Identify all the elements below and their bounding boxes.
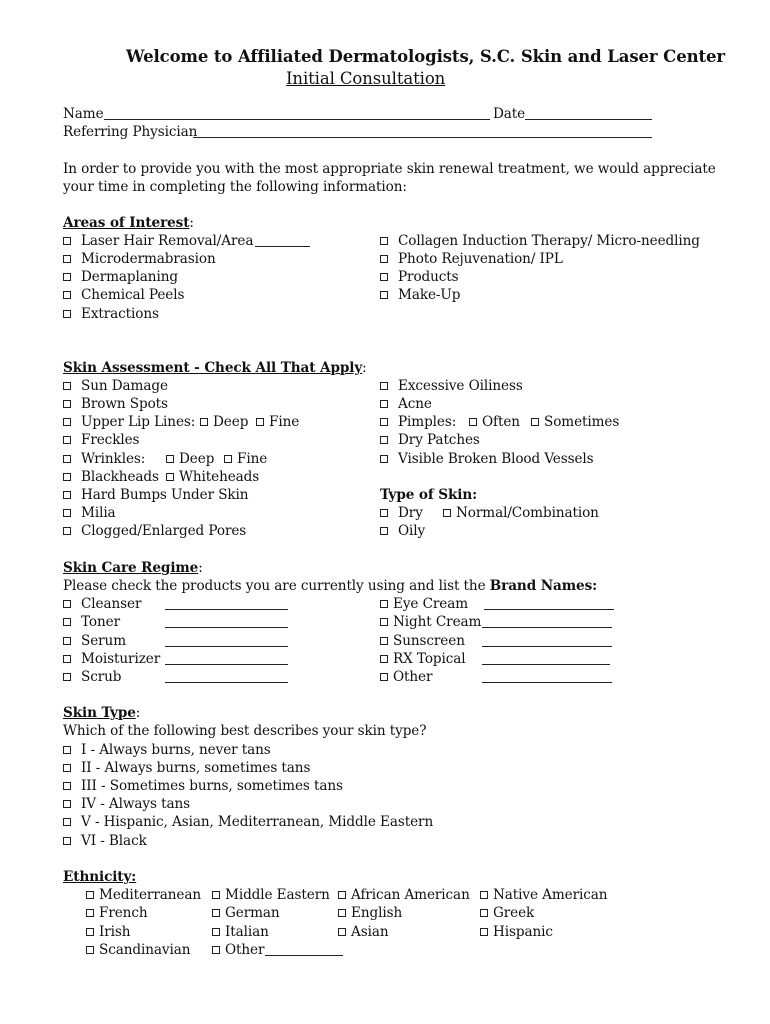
eth-english[interactable]: English [338,904,402,922]
other-brand-field[interactable] [482,682,612,683]
regime-cleanser[interactable]: Cleanser [63,595,141,613]
wrinkles-fine[interactable]: Fine [224,450,267,468]
eth-other[interactable]: Other [212,941,264,959]
area-laser-hair[interactable]: Laser Hair Removal/Area [63,232,253,250]
regime-scrub[interactable]: Scrub [63,668,121,686]
eth-african-american[interactable]: African American [338,886,470,904]
skin-type-iii[interactable]: III - Sometimes burns, sometimes tans [63,777,343,795]
referring-physician-field[interactable] [193,137,652,138]
name-label: Name [63,106,104,122]
assess-hard-bumps[interactable]: Hard Bumps Under Skin [63,486,248,504]
eth-german[interactable]: German [212,904,280,922]
serum-brand-field[interactable] [165,646,288,647]
upper-lip-fine[interactable]: Fine [256,413,299,431]
eth-hispanic[interactable]: Hispanic [480,923,553,941]
skin-type-vi[interactable]: VI - Black [63,832,147,850]
assess-freckles[interactable]: Freckles [63,431,139,449]
skin-type-heading: Skin Type: [63,705,141,721]
upper-lip-deep[interactable]: Deep [200,413,248,431]
assess-oiliness[interactable]: Excessive Oiliness [380,377,523,395]
assess-upper-lip[interactable]: Upper Lip Lines: [63,413,195,431]
laser-area-field[interactable] [255,246,310,247]
eth-irish[interactable]: Irish [86,923,130,941]
night-cream-brand-field[interactable] [482,627,612,628]
area-photo-rejuvenation[interactable]: Photo Rejuvenation/ IPL [380,250,563,268]
regime-toner[interactable]: Toner [63,613,120,631]
date-field[interactable] [525,119,652,120]
form-title: Welcome to Affiliated Dermatologists, S.C. Skin and Laser Center [126,47,726,66]
assess-brown-spots[interactable]: Brown Spots [63,395,168,413]
eth-asian[interactable]: Asian [338,923,389,941]
skin-oily[interactable]: Oily [380,522,425,540]
area-products[interactable]: Products [380,268,459,286]
skin-dry[interactable]: Dry [380,504,423,522]
eth-native-american[interactable]: Native American [480,886,607,904]
assess-acne[interactable]: Acne [380,395,432,413]
assess-pimples[interactable]: Pimples: [380,413,456,431]
name-field[interactable] [104,119,490,120]
regime-eye-cream[interactable]: Eye Cream [380,595,468,613]
skin-type-question: Which of the following best describes your skin type? [63,723,427,739]
eth-middle-eastern[interactable]: Middle Eastern [212,886,330,904]
area-dermaplaning[interactable]: Dermaplaning [63,268,178,286]
skin-type-ii[interactable]: II - Always burns, sometimes tans [63,759,310,777]
assess-whiteheads[interactable]: Whiteheads [166,468,259,486]
eth-scandinavian[interactable]: Scandinavian [86,941,190,959]
skin-type-iv[interactable]: IV - Always tans [63,795,190,813]
area-microdermabrasion[interactable]: Microdermabrasion [63,250,216,268]
type-of-skin-heading: Type of Skin: [380,487,478,503]
pimples-often[interactable]: Often [469,413,520,431]
pimples-sometimes[interactable]: Sometimes [531,413,619,431]
regime-sunscreen[interactable]: Sunscreen [380,632,465,650]
assess-blackheads[interactable]: Blackheads [63,468,159,486]
regime-rx-topical[interactable]: RX Topical [380,650,466,668]
date-label: Date [493,106,526,122]
cleanser-brand-field[interactable] [165,609,288,610]
skin-type-i[interactable]: I - Always burns, never tans [63,741,271,759]
regime-night-cream[interactable]: Night Cream [380,613,481,631]
assess-wrinkles[interactable]: Wrinkles: [63,450,145,468]
intro-line-1: In order to provide you with the most appropriate skin renewal treatment, we would appreciate [63,161,716,177]
skin-normal-combination[interactable]: Normal/Combination [443,504,599,522]
eth-italian[interactable]: Italian [212,923,269,941]
assess-broken-vessels[interactable]: Visible Broken Blood Vessels [380,450,594,468]
ethnicity-heading: Ethnicity: [63,869,137,885]
wrinkles-deep[interactable]: Deep [166,450,214,468]
assess-sun-damage[interactable]: Sun Damage [63,377,168,395]
regime-serum[interactable]: Serum [63,632,126,650]
eye-cream-brand-field[interactable] [484,609,614,610]
assess-clogged-pores[interactable]: Clogged/Enlarged Pores [63,522,246,540]
sunscreen-brand-field[interactable] [482,646,612,647]
eth-mediterranean[interactable]: Mediterranean [86,886,201,904]
regime-other[interactable]: Other [380,668,432,686]
scrub-brand-field[interactable] [165,682,288,683]
assess-milia[interactable]: Milia [63,504,116,522]
area-makeup[interactable]: Make-Up [380,286,460,304]
skin-type-v[interactable]: V - Hispanic, Asian, Mediterranean, Middle Eastern [63,813,433,831]
eth-other-field[interactable] [265,955,343,956]
area-extractions[interactable]: Extractions [63,305,159,323]
regime-heading: Skin Care Regime: [63,560,203,576]
area-collagen[interactable]: Collagen Induction Therapy/ Micro-needling [380,232,700,250]
toner-brand-field[interactable] [165,627,288,628]
eth-greek[interactable]: Greek [480,904,534,922]
intro-line-2: your time in completing the following information: [63,179,407,195]
form-subtitle: Initial Consultation [286,69,446,88]
areas-heading: Areas of Interest: [63,215,194,231]
referring-physician-label: Referring Physician [63,124,198,140]
regime-instruction: Please check the products you are currently using and list the Brand Names: [63,578,598,594]
moisturizer-brand-field[interactable] [165,664,288,665]
area-chemical-peels[interactable]: Chemical Peels [63,286,184,304]
eth-french[interactable]: French [86,904,148,922]
assessment-heading: Skin Assessment - Check All That Apply: [63,360,367,376]
regime-moisturizer[interactable]: Moisturizer [63,650,160,668]
assess-dry-patches[interactable]: Dry Patches [380,431,480,449]
rx-topical-brand-field[interactable] [482,664,610,665]
